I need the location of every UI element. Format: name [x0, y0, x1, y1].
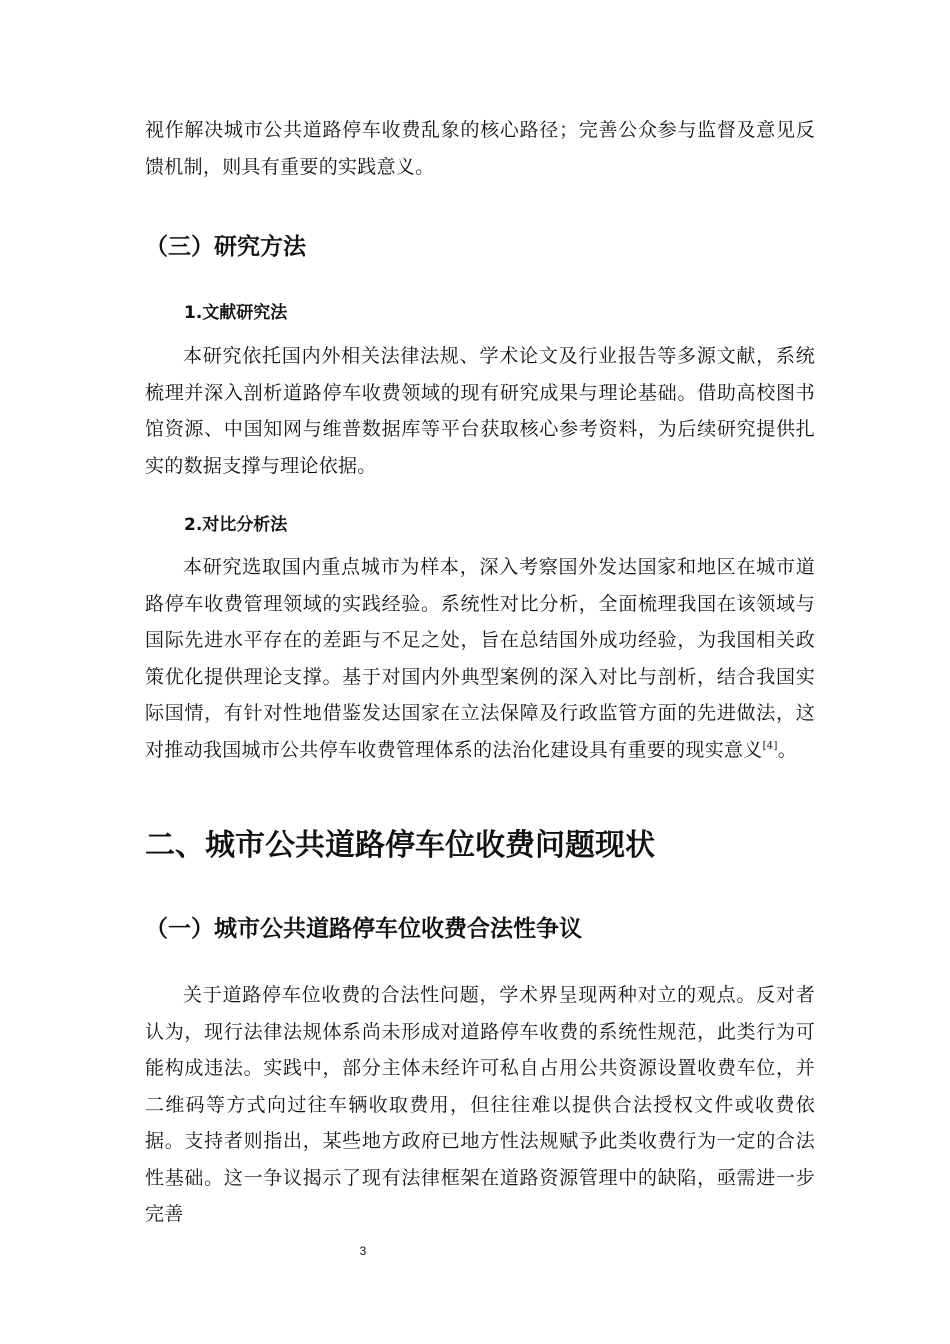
citation-marker: [4] [762, 740, 778, 752]
subheading-literature-research: 1.文献研究法 [184, 303, 288, 323]
literature-research-paragraph: 本研究依托国内外相关法律法规、学术论文及行业报告等多源文献，系统梳理并深入剖析道路停车收费领域的现有研究成果与理论基础。借助高校图书馆资源、中国知网与维普数据库等平台获取核心参考资料，为后续研究提供扎实的数据支撑与理论依据。 [145, 345, 815, 477]
legality-dispute-paragraph: 关于道路停车位收费的合法性问题，学术界呈现两种对立的观点。反对者认为，现行法律法规体系尚未形成对道路停车收费的系统性规范，此类行为可能构成违法。实践中，部分主体未经许可私自占用公共资源设置收费车位，并二维码等方式向过往车辆收取费用，但往往难以提供合法授权文件或收费依据。支持者则指出，某些地方政府已地方性法规赋予此类收费行为一定的合法性基础。这一争议揭示了现有法律框架在道路资源管理中的缺陷，亟需进一步完善 [145, 984, 815, 1225]
page-number: 3 [359, 1244, 367, 1258]
section-heading-research-methods: （三）研究方法 [145, 234, 306, 260]
sentence-end: 。 [777, 738, 797, 761]
subheading-comparative-analysis: 2.对比分析法 [184, 515, 288, 535]
comparative-analysis-paragraph [145, 549, 815, 768]
intro-paragraph: 视作解决城市公共道路停车收费乱象的核心路径；完善公众参与监督及意见反馈机制，则具有重要的实践意义。 [145, 119, 815, 178]
chapter-heading: 二、城市公共道路停车位收费问题现状 [145, 828, 655, 863]
section-heading-legality-dispute: （一）城市公共道路停车位收费合法性争议 [145, 916, 582, 942]
comparative-analysis-text: 本研究选取国内重点城市为样本，深入考察国外发达国家和地区在城市道路停车收费管理领域的实践经验。系统性对比分析，全面梳理我国在该领域与国际先进水平存在的差距与不足之处，旨在总结国外成功经验，为我国相关政策优化提供理论支撑。基于对国内外典型案例的深入对比与剖析，结合我国实际国情，有针对性地借鉴发达国家在立法保障及行政监管方面的先进做法，这对推动我国城市公共停车收费管理体系的法治化建设具有重要的现实意义 [145, 556, 815, 761]
